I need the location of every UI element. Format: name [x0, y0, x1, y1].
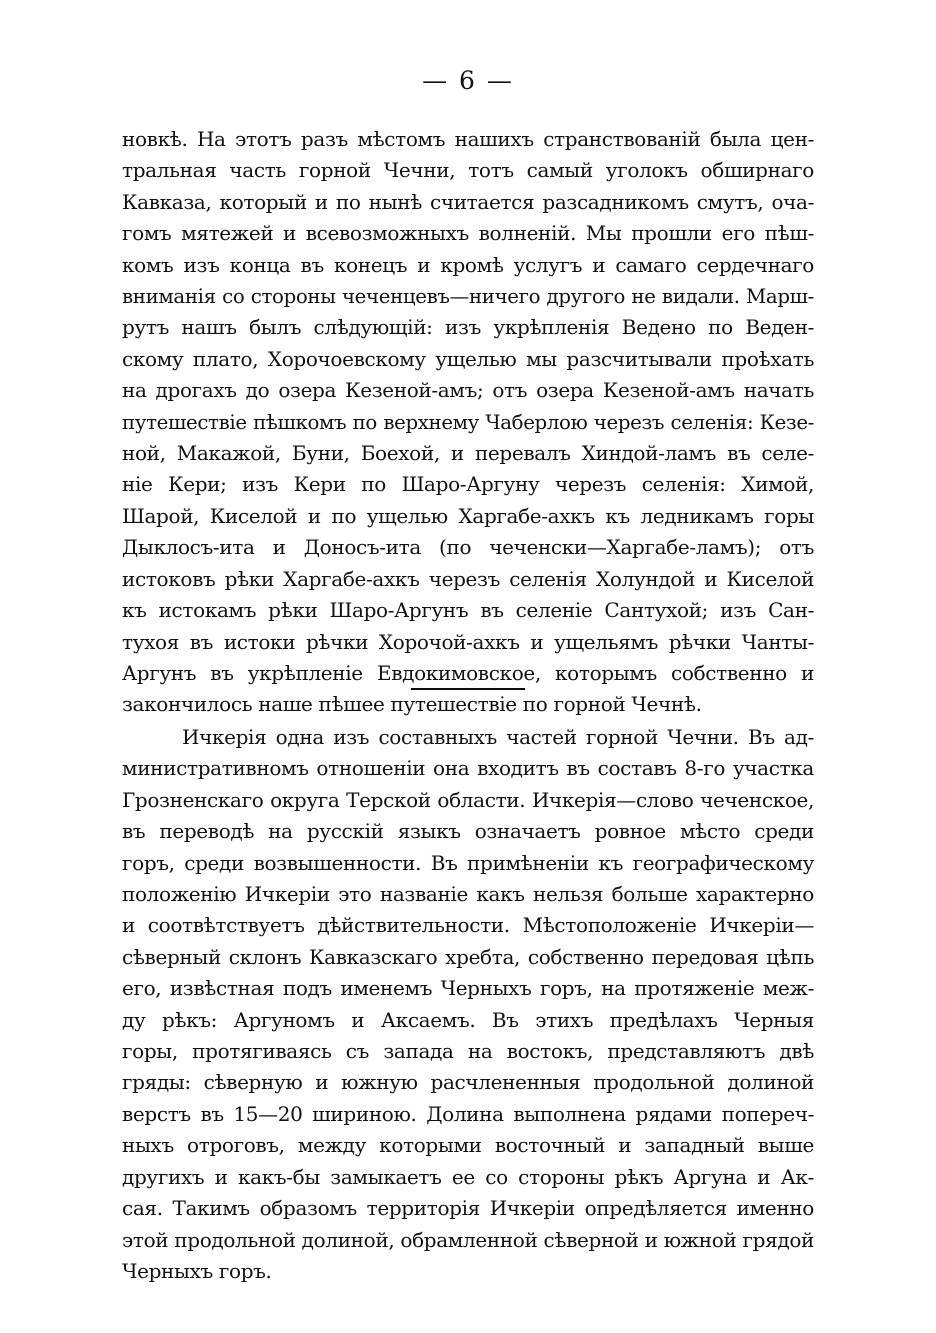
- text-line: Черныхъ горъ.: [122, 1258, 272, 1283]
- text-line: ныхъ отроговъ, между которыми восточный и западный выше: [122, 1133, 814, 1158]
- text-line: сая. Такимъ образомъ территорія Ичкеріи опредѣляется именно: [122, 1196, 814, 1221]
- text-line: его, извѣстная подъ именемъ Черныхъ горъ, на протяженіе меж-: [122, 976, 814, 1001]
- text-line: и соотвѣтствуетъ дѣйствительности. Мѣстоположеніе Ичкеріи—: [122, 913, 814, 938]
- text-line: путешествіе пѣшкомъ по верхнему Чаберлою черезъ селенія: Кезе-: [122, 410, 814, 434]
- text-line: верстъ въ 15—20 шириною. Долина выполнена рядами попереч-: [122, 1101, 814, 1126]
- text-line: вниманія со стороны чеченцевъ—ничего другого не видали. Марш-: [122, 285, 814, 309]
- text-line: этой продольной долиной, обрамленной сѣверной и южной грядой: [122, 1227, 814, 1252]
- text-line: въ переводѣ на русскій языкъ означаетъ ровное мѣсто среди: [122, 819, 814, 844]
- text-line: новкѣ. На этотъ разъ мѣстомъ нашихъ странствованій была цен-: [122, 127, 814, 151]
- text-line: Аргунъ въ укрѣпленіе Евдокимовское, которымъ собственно и: [122, 660, 814, 685]
- section-divider: [411, 688, 525, 690]
- text-line: положенію Ичкеріи это названіе какъ нельзя больше характерно: [122, 882, 814, 907]
- text-line: къ истокамъ рѣки Шаро-Аргунъ въ селеніе Сантухой; изъ Сан-: [122, 598, 814, 623]
- text-line: Дыклосъ-ита и Доносъ-ита (по чеченски—Харгабе-ламъ); отъ: [122, 535, 814, 560]
- text-line: другихъ и какъ-бы замыкаетъ ее со стороны рѣкъ Аргуна и Ак-: [122, 1164, 814, 1189]
- paragraph-continuation: [122, 124, 814, 721]
- text-line: сѣверный склонъ Кавказскаго хребта, собственно передовая цѣпь: [122, 944, 814, 969]
- text-line: ду рѣкъ: Аргуномъ и Аксаемъ. Въ этихъ предѣлахъ Черныя: [122, 1007, 814, 1032]
- text-line: Шарой, Киселой и по ущелью Харгабе-ахкъ къ ледникамъ горы: [122, 503, 814, 528]
- text-line: гряды: сѣверную и южную расчлененныя продольной долиной: [122, 1070, 814, 1095]
- text-line: истоковъ рѣки Харгабе-ахкъ черезъ селенія Холундой и Киселой: [122, 566, 814, 591]
- text-line: горы, протягиваясь съ запада на востокъ, представляютъ двѣ: [122, 1039, 814, 1064]
- text-line: рутъ нашъ былъ слѣдующій: изъ укрѣпленія Ведено по Веден-: [122, 315, 814, 340]
- text-line: Ичкерія одна изъ составныхъ частей горной Чечни. Въ ад-: [182, 725, 814, 749]
- page-number: — 6 —: [422, 66, 514, 95]
- text-line: ной, Макажой, Буни, Боехой, и перевалъ Хиндой-ламъ въ селе-: [122, 441, 814, 466]
- text-line: Кавказа, который и по нынѣ считается разсадникомъ смутъ, оча-: [122, 189, 814, 214]
- text-line: на дрогахъ до озера Кезеной-амъ; отъ озера Кезеной-амъ начать: [122, 378, 814, 403]
- text-line: Грозненскаго округа Терской области. Ичкерія—слово чеченское,: [122, 787, 814, 812]
- text-line: тральная часть горной Чечни, тотъ самый уголокъ обширнаго: [122, 158, 814, 183]
- text-line: ніе Кери; изъ Кери по Шаро-Аргуну черезъ селенія: Химой,: [122, 472, 814, 497]
- text-line: комъ изъ конца въ конецъ и кромѣ услугъ и самаго сердечнаго: [122, 252, 814, 277]
- text-line: горъ, среди возвышенности. Въ примѣненіи къ географическому: [122, 850, 814, 875]
- paragraph-ichkeria: [122, 722, 814, 1287]
- text-line: скому плато, Хорочоевскому ущелью мы разсчитывали проѣхать: [122, 346, 814, 371]
- text-line: закончилось наше пѣшее путешествіе по горной Чечнѣ.: [122, 692, 702, 717]
- text-line: тухоя въ истоки рѣчки Хорочой-ахкъ и ущельямъ рѣчки Чанты-: [122, 629, 814, 654]
- text-line: министративномъ отношеніи она входитъ въ составъ 8-го участка: [122, 756, 814, 781]
- text-line: гомъ мятежей и всевозможныхъ волненій. Мы прошли его пѣш-: [122, 221, 814, 246]
